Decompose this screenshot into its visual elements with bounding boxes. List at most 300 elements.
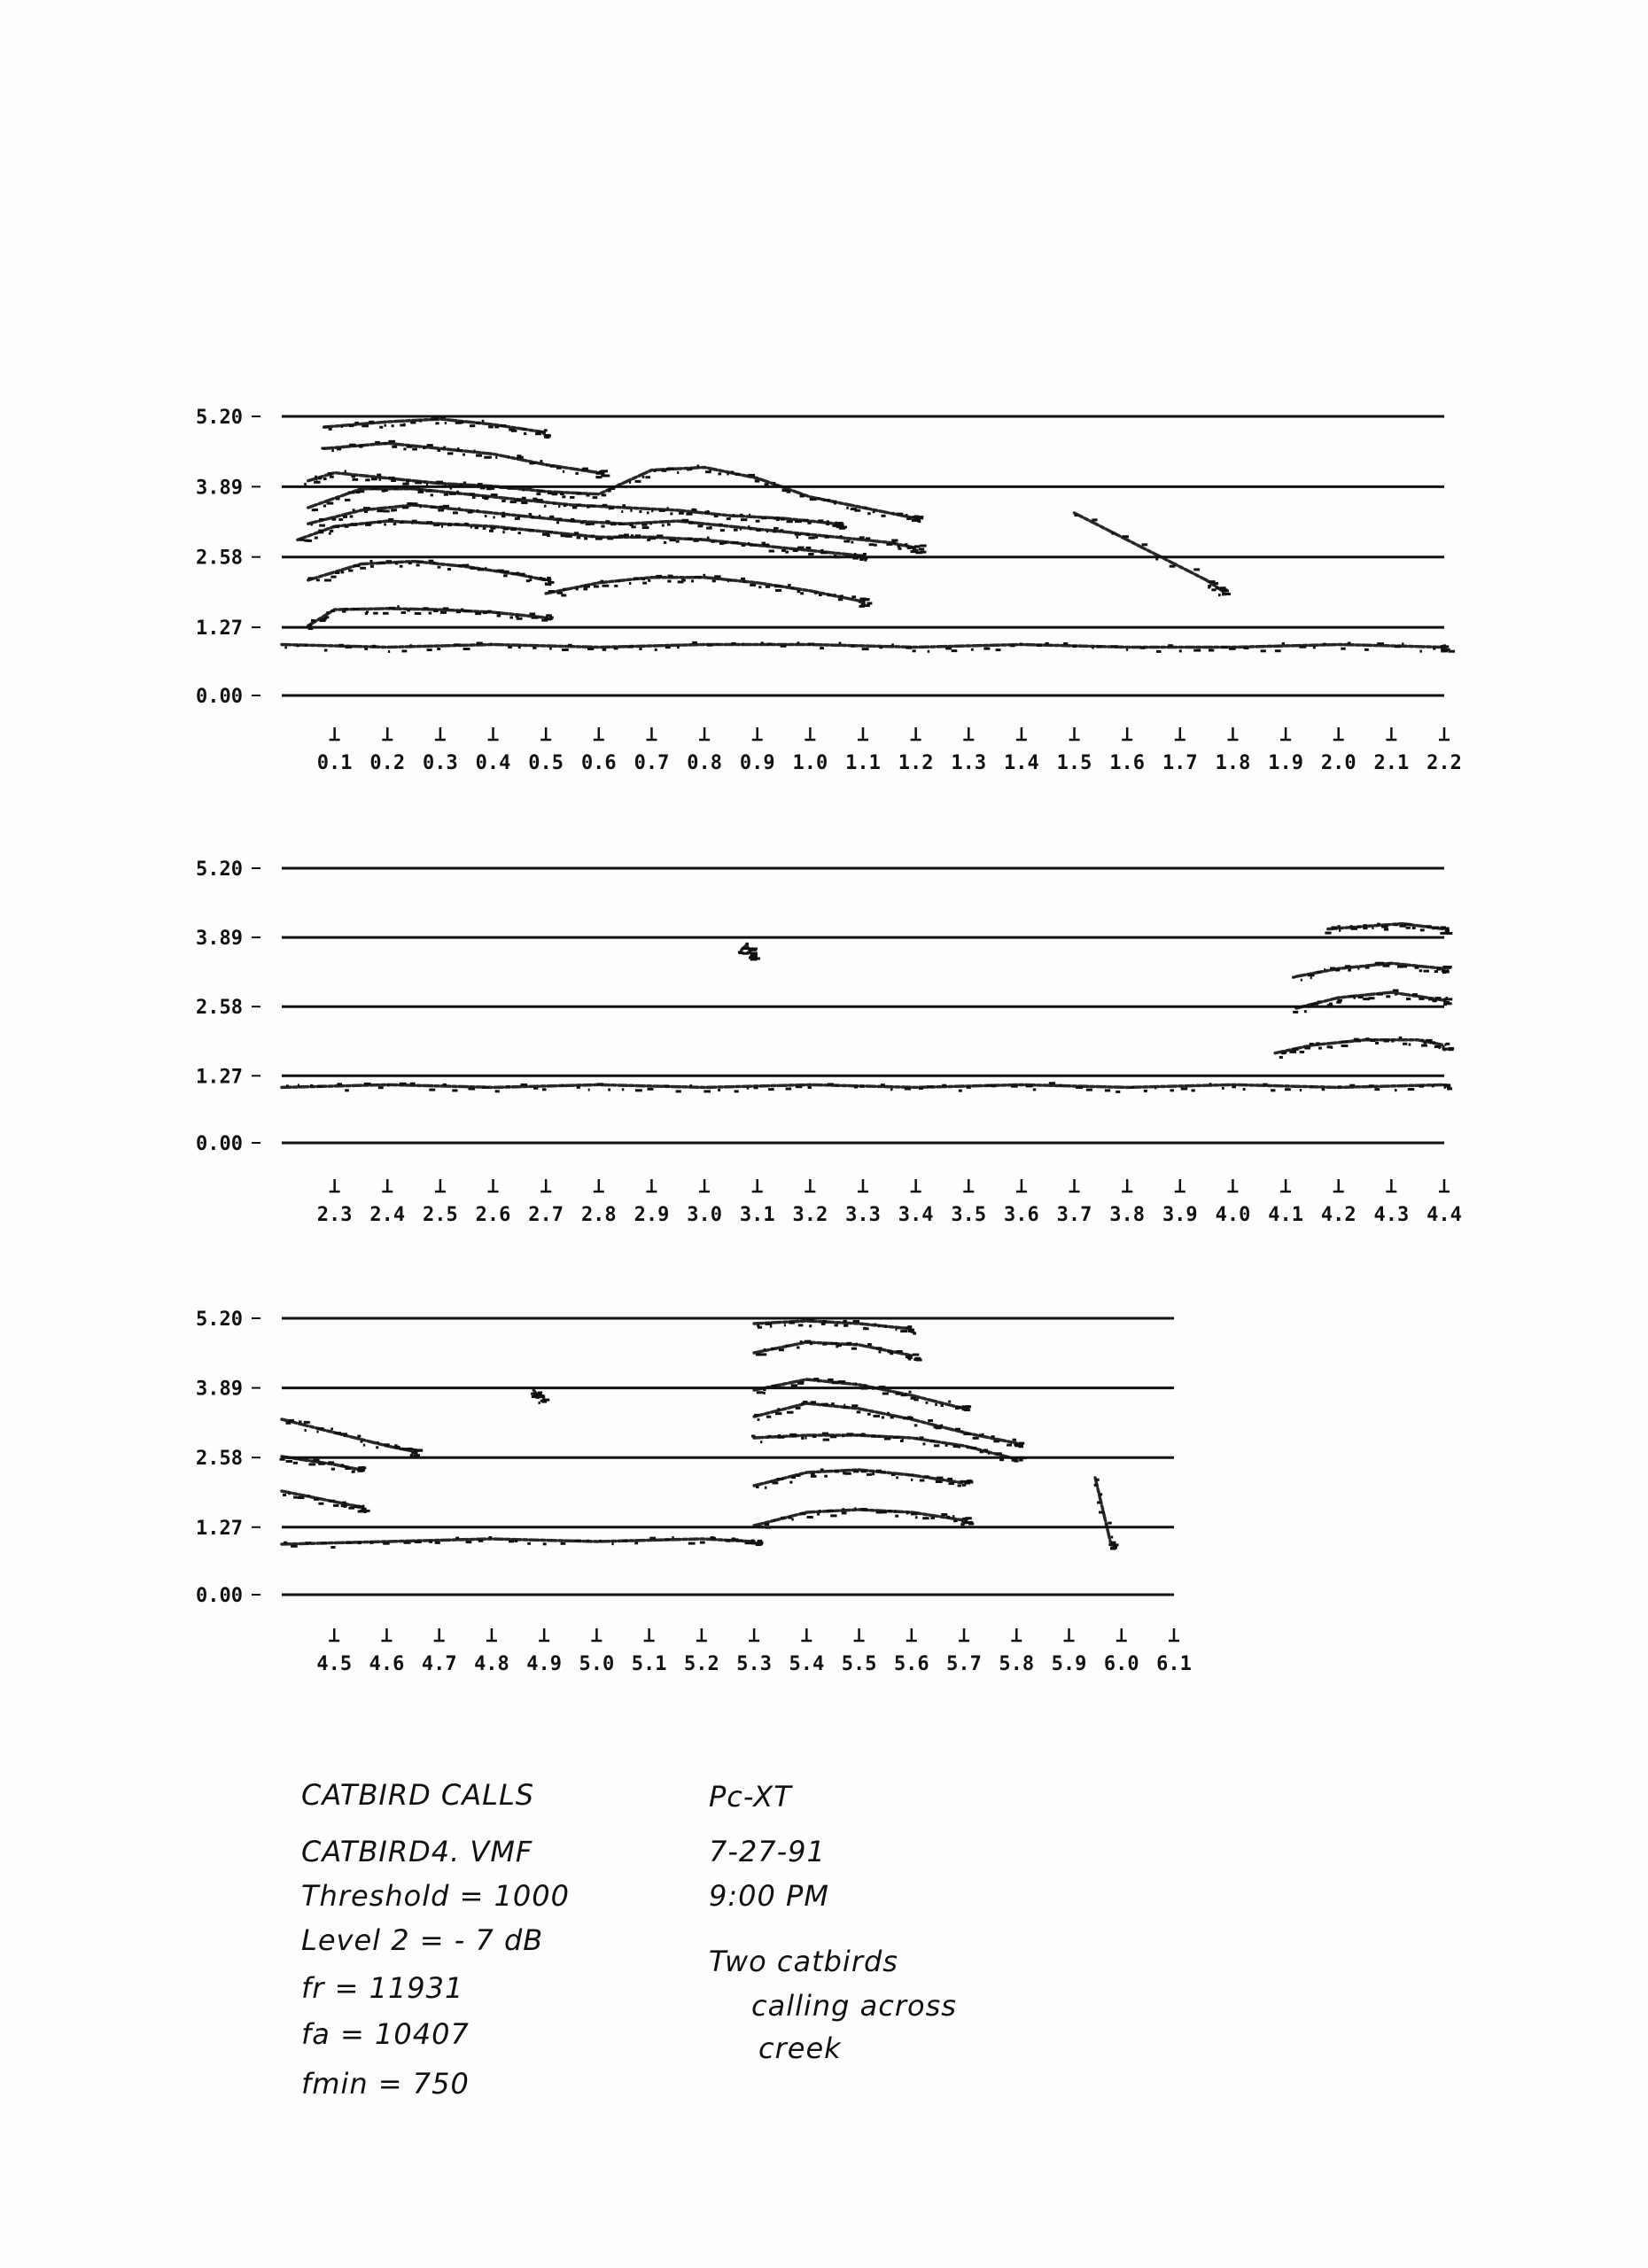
data-point (1356, 1039, 1362, 1042)
data-point (536, 493, 540, 495)
data-point (452, 1089, 457, 1091)
data-point (357, 1435, 361, 1438)
data-point (1408, 1088, 1414, 1091)
data-point (1404, 923, 1411, 926)
data-point (1299, 646, 1306, 649)
data-point (914, 1424, 918, 1426)
data-point (810, 1318, 814, 1321)
data-point (917, 517, 924, 519)
data-point (318, 530, 324, 532)
data-point (563, 470, 564, 473)
data-point (982, 1433, 984, 1436)
data-point (323, 425, 329, 428)
data-point (952, 1515, 954, 1518)
data-point (584, 586, 590, 588)
data-point (664, 1084, 670, 1087)
data-point (1386, 995, 1390, 998)
data-point (854, 509, 860, 512)
data-point (532, 1395, 537, 1398)
data-point (509, 1540, 514, 1542)
data-point (906, 514, 907, 517)
data-point (986, 1084, 992, 1087)
data-point (313, 1459, 319, 1462)
data-point (315, 537, 318, 540)
data-point (400, 1083, 407, 1085)
x-tick-label: 5.4 (789, 1653, 825, 1675)
data-point (893, 541, 896, 544)
data-point (1419, 650, 1422, 653)
data-point (510, 528, 517, 531)
data-point (1436, 927, 1439, 929)
data-point (819, 1510, 820, 1512)
data-point (335, 1432, 341, 1434)
data-point (1444, 1044, 1446, 1046)
data-point (410, 422, 416, 424)
data-point (823, 1439, 830, 1441)
data-point (1372, 927, 1373, 929)
data-point (615, 536, 619, 539)
trace-line (308, 505, 916, 548)
data-point (550, 465, 555, 468)
data-point (677, 471, 679, 474)
data-point (298, 1084, 299, 1087)
data-point (1349, 1084, 1355, 1087)
data-point (1193, 568, 1200, 571)
data-point (824, 1403, 828, 1406)
data-point (836, 1084, 838, 1087)
data-point (509, 486, 512, 489)
data-point (665, 646, 671, 649)
data-point (1447, 966, 1452, 968)
data-point (963, 1433, 970, 1435)
data-point (749, 514, 750, 517)
data-point (667, 580, 671, 583)
data-point (767, 1435, 771, 1438)
data-point (384, 489, 388, 492)
data-point (770, 1480, 773, 1483)
data-point (286, 1460, 292, 1463)
data-point (437, 648, 440, 650)
data-point (942, 1084, 946, 1087)
data-point (470, 424, 475, 427)
data-point (867, 1473, 872, 1476)
data-point (894, 1510, 897, 1512)
data-point (365, 523, 371, 525)
data-point (936, 1480, 943, 1483)
x-tick-label: 2.0 (1320, 752, 1356, 774)
data-point (882, 1416, 884, 1418)
data-point (345, 646, 352, 649)
data-point (587, 506, 590, 509)
data-point (402, 506, 408, 509)
data-point (890, 1352, 893, 1355)
data-point (874, 544, 877, 547)
data-point (556, 521, 559, 524)
data-point (358, 490, 365, 493)
data-point (820, 1469, 824, 1472)
data-point (329, 1500, 335, 1503)
y-tick-label: 1.27 (196, 1517, 243, 1540)
trace-line (308, 468, 916, 519)
x-tick-label: 2.3 (316, 1204, 353, 1226)
data-point (1348, 642, 1351, 645)
data-point (843, 1406, 849, 1409)
data-point (1285, 1088, 1291, 1091)
data-point (659, 509, 665, 512)
data-point (576, 587, 579, 590)
data-point (1365, 967, 1370, 969)
data-point (641, 578, 645, 580)
data-point (528, 529, 533, 532)
data-point (393, 487, 397, 490)
data-point (436, 481, 443, 484)
x-tick-label: 4.5 (316, 1653, 353, 1675)
data-point (526, 579, 530, 582)
note-fa: fa = 10407 (301, 2017, 470, 2051)
data-point (377, 521, 382, 524)
data-point (424, 481, 426, 484)
data-point (772, 1385, 777, 1387)
data-point (733, 514, 735, 517)
data-point (1341, 1045, 1349, 1047)
data-point (773, 530, 776, 532)
data-point (311, 619, 315, 622)
data-point (404, 1542, 411, 1544)
data-point (806, 533, 811, 536)
note-filename: CATBIRD4. VMF (301, 1835, 533, 1868)
data-point (419, 488, 423, 491)
data-point (747, 1087, 750, 1090)
data-point (364, 648, 368, 650)
data-point (791, 1518, 794, 1521)
data-point (1364, 924, 1367, 927)
data-point (714, 515, 719, 517)
data-point (1432, 999, 1436, 1002)
data-point (298, 1496, 305, 1499)
data-point (789, 1322, 795, 1324)
data-point (375, 441, 380, 444)
x-tick-label: 3.6 (1004, 1204, 1039, 1226)
data-point (735, 1090, 739, 1092)
data-point (1271, 1089, 1275, 1091)
data-point (649, 1537, 656, 1540)
data-point (319, 524, 325, 527)
data-point (828, 1379, 834, 1381)
data-point (584, 537, 587, 540)
data-point (482, 420, 485, 423)
data-point (501, 500, 506, 502)
data-point (695, 576, 702, 579)
data-point (1337, 925, 1340, 928)
data-point (313, 509, 318, 511)
data-point (1263, 1084, 1267, 1086)
data-point (1094, 1484, 1097, 1487)
data-point (1181, 1088, 1188, 1091)
x-tick-label: 1.4 (1004, 752, 1039, 774)
data-point (1435, 997, 1442, 999)
note-desc-1: Two catbirds (709, 1945, 898, 1978)
data-point (1318, 1000, 1320, 1003)
data-point (781, 518, 785, 521)
data-point (345, 470, 346, 473)
data-point (955, 1428, 960, 1431)
data-point (864, 557, 867, 560)
data-point (810, 498, 817, 501)
data-point (314, 1498, 319, 1501)
data-point (864, 1384, 867, 1386)
data-point (431, 417, 438, 420)
data-point (429, 612, 432, 615)
data-point (1209, 649, 1214, 652)
data-point (403, 447, 406, 450)
x-tick-label: 2.1 (1373, 752, 1410, 774)
data-point (305, 644, 307, 647)
data-point (384, 442, 388, 445)
data-point (330, 530, 333, 532)
data-point (862, 598, 869, 601)
y-tick-label: 2.58 (196, 547, 243, 570)
data-point (1318, 1047, 1322, 1050)
data-point (291, 1545, 298, 1548)
data-point (363, 507, 370, 509)
data-point (907, 1325, 912, 1328)
data-point (330, 610, 332, 612)
data-point (984, 1449, 989, 1452)
note-date: 7-27-91 (709, 1835, 826, 1868)
data-point (346, 1542, 353, 1544)
data-point (941, 1404, 944, 1407)
x-tick-label: 1.6 (1109, 752, 1146, 774)
data-point (383, 612, 389, 615)
data-point (315, 476, 317, 478)
data-point (1441, 645, 1445, 648)
data-point (1310, 976, 1312, 979)
x-tick-label: 2.6 (475, 1204, 511, 1226)
y-tick-label: 0.00 (196, 686, 243, 708)
x-tick-label: 1.2 (898, 752, 934, 774)
data-point (416, 521, 420, 524)
data-point (743, 580, 746, 583)
data-point (601, 474, 604, 477)
data-point (1323, 643, 1326, 646)
data-point (345, 499, 350, 501)
data-point (455, 523, 460, 525)
data-point (371, 487, 377, 490)
data-point (304, 540, 309, 542)
data-point (923, 1442, 926, 1445)
data-point (1442, 966, 1447, 968)
data-point (1086, 1089, 1092, 1091)
x-tick-label: 0.7 (634, 752, 670, 774)
data-point (1170, 565, 1176, 568)
data-point (1447, 928, 1450, 930)
x-tick-label: 5.7 (946, 1653, 982, 1675)
data-point (962, 1484, 967, 1487)
data-point (318, 1503, 323, 1505)
x-tick-label: 3.8 (1109, 1204, 1146, 1226)
data-point (323, 505, 326, 508)
note-level: Level 2 = - 7 dB (301, 1923, 544, 1957)
data-point (1337, 1085, 1341, 1088)
data-point (952, 649, 958, 652)
data-point (854, 1086, 858, 1089)
data-point (533, 1087, 538, 1090)
data-point (1345, 965, 1351, 967)
data-point (765, 1323, 772, 1325)
data-point (577, 493, 583, 495)
data-point (835, 1471, 840, 1473)
data-point (1208, 586, 1210, 589)
data-point (1357, 967, 1359, 970)
data-point (927, 1085, 934, 1088)
data-point (820, 647, 824, 649)
data-point (1377, 923, 1380, 926)
data-point (1412, 993, 1418, 996)
data-point (676, 1090, 681, 1092)
data-point (476, 454, 482, 457)
x-tick-label: 2.5 (423, 1204, 458, 1226)
data-point (955, 1407, 960, 1410)
data-point (288, 1419, 294, 1422)
data-point (490, 643, 492, 646)
data-point (818, 1379, 820, 1382)
data-point (341, 571, 345, 573)
data-point (835, 555, 841, 558)
data-point (846, 1342, 851, 1345)
data-point (893, 1436, 898, 1439)
data-point (477, 509, 479, 512)
data-point (668, 575, 673, 578)
data-point (696, 465, 699, 468)
data-point (1013, 1439, 1017, 1441)
data-point (873, 510, 875, 513)
data-point (464, 523, 469, 525)
data-point (517, 572, 520, 575)
data-point (288, 1492, 290, 1495)
note-fr: fr = 11931 (301, 1971, 464, 2005)
data-point (541, 1394, 545, 1397)
data-point (1446, 1043, 1450, 1045)
data-point (602, 649, 607, 651)
data-point (552, 493, 558, 495)
data-point (528, 576, 532, 579)
data-point (383, 1542, 390, 1545)
data-point (734, 529, 738, 532)
data-point (1010, 644, 1014, 647)
data-point (765, 1487, 767, 1489)
data-point (781, 645, 787, 648)
data-point (719, 524, 723, 526)
data-point (344, 608, 348, 610)
data-point (1092, 518, 1097, 521)
data-point (426, 490, 432, 493)
data-point (896, 1328, 898, 1331)
data-point (519, 573, 525, 576)
data-point (819, 594, 822, 596)
data-point (521, 501, 527, 504)
data-point (884, 1325, 887, 1328)
data-point (846, 507, 849, 509)
data-point (587, 494, 590, 497)
data-point (1436, 968, 1441, 971)
data-point (1140, 647, 1146, 649)
data-point (497, 615, 501, 617)
data-point (440, 611, 447, 614)
data-point (852, 557, 859, 560)
data-point (521, 1084, 528, 1086)
data-point (562, 1084, 564, 1087)
data-point (286, 1422, 292, 1425)
data-point (377, 509, 384, 512)
data-point (403, 423, 405, 426)
data-point (323, 478, 327, 480)
data-point (941, 1513, 947, 1516)
data-point (773, 1481, 779, 1484)
data-point (785, 551, 789, 554)
data-point (1426, 925, 1432, 928)
data-point (635, 1089, 642, 1091)
x-tick-label: 3.5 (951, 1204, 987, 1226)
data-point (483, 611, 487, 614)
data-point (537, 490, 543, 493)
data-point (840, 594, 843, 597)
data-point (1369, 1084, 1374, 1087)
data-point (798, 1324, 804, 1326)
data-point (1099, 1511, 1105, 1514)
data-point (469, 1088, 476, 1091)
data-point (602, 493, 607, 496)
data-point (470, 567, 477, 570)
data-point (343, 516, 347, 518)
data-point (759, 1353, 766, 1355)
x-tick-label: 0.9 (739, 752, 775, 774)
data-point (1395, 993, 1397, 996)
data-point (349, 444, 356, 447)
data-point (822, 1343, 827, 1346)
data-point (1168, 644, 1173, 647)
data-point (1350, 928, 1357, 930)
data-point (979, 1433, 982, 1436)
data-point (1224, 593, 1226, 595)
data-point (1434, 970, 1438, 973)
data-point (634, 1542, 638, 1544)
data-point (404, 485, 409, 488)
data-point (1304, 1047, 1310, 1050)
data-point (920, 1436, 924, 1439)
x-tick-label: 5.9 (1051, 1653, 1087, 1675)
data-point (896, 1350, 902, 1353)
data-point (697, 524, 703, 527)
data-point (410, 502, 417, 505)
data-point (810, 1342, 812, 1345)
data-point (971, 649, 974, 651)
data-point (851, 645, 855, 648)
data-point (822, 1433, 828, 1435)
data-point (594, 586, 599, 588)
data-point (444, 493, 448, 496)
data-point (1357, 926, 1361, 928)
data-point (1365, 1037, 1369, 1040)
data-point (557, 592, 564, 594)
data-point (489, 1536, 493, 1539)
data-point (494, 425, 499, 428)
data-point (645, 476, 650, 478)
data-point (478, 483, 483, 485)
data-point (752, 948, 758, 951)
data-point (1100, 1493, 1102, 1495)
data-point (602, 585, 610, 587)
data-point (700, 538, 703, 540)
